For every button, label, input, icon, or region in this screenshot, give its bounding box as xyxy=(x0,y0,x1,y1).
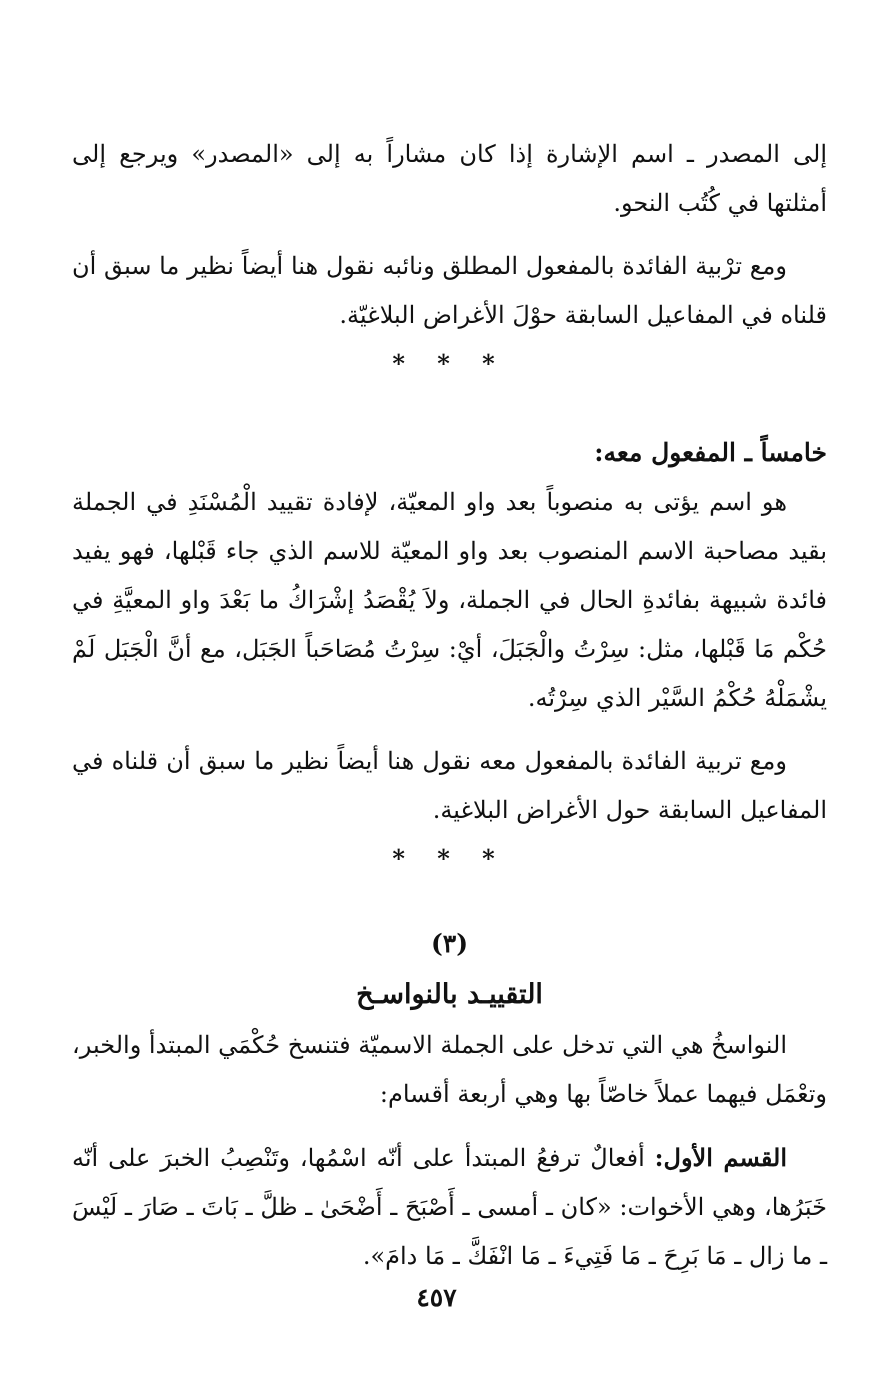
paragraph-absolute-object-note: ومع ترْبية الفائدة بالمفعول المطلق ونائبه نقول هنا أيضاً نظير ما سبق أن قلناه في المفاعيل السابقة حوْلَ الأغراض البلاغيّة. xyxy=(72,252,827,329)
first-category-label: القسم الأول: xyxy=(654,1143,787,1172)
section-title: التقييـد بالنواسـخ xyxy=(356,979,543,1010)
section-separator: * * * xyxy=(392,844,507,873)
book-page xyxy=(72,130,827,1281)
section-separator: * * * xyxy=(392,349,507,378)
paragraph-nawasikh-intro: النواسخُ هي التي تدخل على الجملة الاسميّة فتنسخ حُكْمَي المبتدأ والخبر، وتعْمَل فيهما عملاً خاصّاً بها وهي أربعة أقسام: xyxy=(72,1031,827,1108)
paragraph-first-category xyxy=(72,1133,827,1281)
paragraph-object-with-definition: هو اسم يؤتى به منصوباً بعد واو المعيّة، لإفادة تقييد الْمُسْنَدِ في الجملة بقيد مصاحبة الاسم المنصوب بعد واو المعيّة للاسم الذي جاء قَبْلها، فهو يفيد فائدة شبيهة بفائدةِ الحال في الجملة، ولاَ يُقْصَدُ إشْرَاكُ ما بَعْدَ واو المعيَّةِ في حُكْم مَا قَبْلها، مثل: سِرْتُ والْجَبَلَ، أيْ: سِرْتُ مُصَاحَباً الجَبَل، مع أنَّ الْجَبَل لَمْ يشْمَلْهُ حُكْمُ السَّيْر الذي سِرْتُه. xyxy=(72,488,827,712)
first-category-text: أفعالٌ ترفعُ المبتدأ على أنّه اسْمُها، وتَنْصِبُ الخبرَ على أنّه خَبَرُها، وهي الأخوات: «كان ـ أمسى ـ أَصْبَحَ ـ أَضْحَىٰ ـ ظلَّ ـ بَاتَ ـ صَارَ ـ لَيْسَ ـ ما زال ـ مَا بَرِحَ ـ مَا فَتِيءَ ـ مَا انْفَكَّ ـ مَا دامَ». xyxy=(72,1144,827,1270)
heading-fifth-object: خامساً ـ المفعول معه: xyxy=(594,438,827,467)
section-number: (٣) xyxy=(430,929,469,958)
paragraph-object-with-note: ومع تربية الفائدة بالمفعول معه نقول هنا أيضاً نظير ما سبق أن قلناه في المفاعيل السابقة حول الأغراض البلاغية. xyxy=(72,747,827,824)
page-number: ٤٥٧ xyxy=(416,1283,457,1312)
paragraph-continuation: إلى المصدر ـ اسم الإشارة إذا كان مشاراً به إلى «المصدر» ويرجع إلى أمثلتها في كُتُب النحو. xyxy=(72,140,827,217)
